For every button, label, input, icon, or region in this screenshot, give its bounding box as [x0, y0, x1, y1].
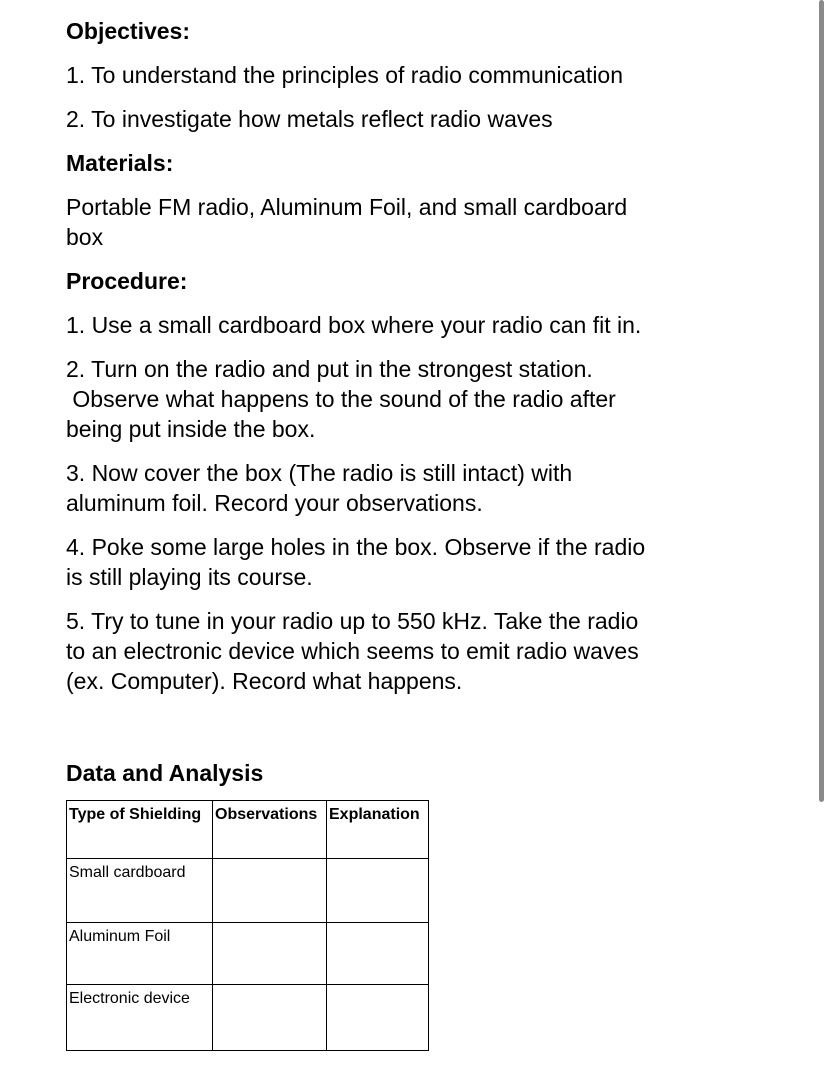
objective-item: 2. To investigate how metals reflect radio waves: [66, 106, 553, 132]
table-cell: Small cardboard: [67, 859, 213, 923]
document-body: [66, 16, 726, 696]
column-header: Explanation: [327, 801, 429, 859]
materials-text-line: box: [66, 224, 104, 250]
materials-text-line: Portable FM radio, Aluminum Foil, and small cardboard: [66, 194, 628, 220]
data-analysis-section: [66, 758, 263, 788]
materials-heading: Materials:: [66, 150, 174, 176]
column-header: Type of Shielding: [67, 801, 213, 859]
table-row: [67, 923, 429, 985]
table-cell: [327, 985, 429, 1051]
table-cell: [213, 859, 327, 923]
table-cell: Electronic device: [67, 985, 213, 1051]
column-header: Observations: [213, 801, 327, 859]
scrollbar[interactable]: [819, 0, 824, 802]
table-cell: [327, 859, 429, 923]
procedure-step-2-line: 2. Turn on the radio and put in the strongest station.: [66, 356, 593, 382]
table-cell: [327, 923, 429, 985]
table-cell: [213, 923, 327, 985]
table-row: [67, 985, 429, 1051]
objectives-heading: Objectives:: [66, 18, 190, 44]
table-row: [67, 859, 429, 923]
procedure-step-2-line: Observe what happens to the sound of the radio after: [66, 386, 616, 412]
shielding-table: [66, 800, 429, 1051]
procedure-step-5-line: (ex. Computer). Record what happens.: [66, 668, 463, 694]
procedure-step-5-line: to an electronic device which seems to emit radio waves: [66, 638, 639, 664]
procedure-heading: Procedure:: [66, 268, 188, 294]
procedure-step-1: 1. Use a small cardboard box where your radio can fit in.: [66, 312, 642, 338]
table-header-row: [67, 801, 429, 859]
objective-item: 1. To understand the principles of radio communication: [66, 62, 624, 88]
procedure-step-2-line: being put inside the box.: [66, 416, 316, 442]
procedure-step-4-line: is still playing its course.: [66, 564, 313, 590]
procedure-step-3-line: aluminum foil. Record your observations.: [66, 490, 483, 516]
procedure-step-4-line: 4. Poke some large holes in the box. Observe if the radio: [66, 534, 646, 560]
procedure-step-5-line: 5. Try to tune in your radio up to 550 kHz. Take the radio: [66, 608, 639, 634]
table-cell: Aluminum Foil: [67, 923, 213, 985]
data-analysis-heading: Data and Analysis: [66, 760, 264, 786]
table-cell: [213, 985, 327, 1051]
procedure-step-3-line: 3. Now cover the box (The radio is still intact) with: [66, 460, 573, 486]
